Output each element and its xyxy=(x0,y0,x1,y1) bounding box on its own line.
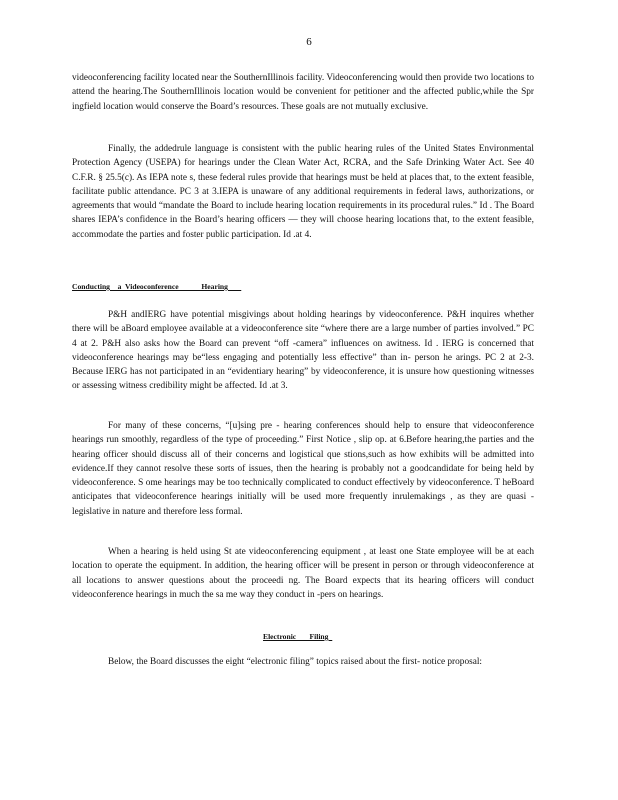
paragraph-usepa-rules: Finally, the addedrule language is consistent with the public hearing rules of the United States Environmental Protection Agency (USEPA) for hearings under the Clean Water Act, RCRA, and the Safe Drinking Water Act. See 40 C.F.R. § 25.5(c). As IEPA note s, these federal rules provide that hearings must be held at places that, to the extent feasible, facilitate public attendance. PC 3 at 3.IEPA is unaware of any additional requirements in federal laws, authorizations, or agreements that would “mandate the Board to include hearing location requirements in its procedural rules.” Id . The Board shares IEPA’s confidence in the Board’s hearing officers — they will choose hearing locations that, to the extent feasible, accommodate the parties and foster public participation. Id .at 4. xyxy=(72,144,534,240)
paragraph-videoconferencing-location: videoconferencing facility located near the SouthernIllinois facility. Videoconferencing would then provide two locations to attend the hearing.The SouthernIllinois location would be convenient for petitioner and the affected public,while the Spr ingfield location would conserve the Board’s resources. These goals are not mutually exclusive. xyxy=(72,73,534,112)
paragraph-electronic-filing-topics: Below, the Board discusses the eight “electronic filing” topics raised about the first- notice proposal: xyxy=(108,657,483,667)
paragraph-prehearing-conferences: For many of these concerns, “[u]sing pre - hearing conferences should help to ensure that videoconference hearings run smoothly, regardless of the type of proceeding.” First Notice , slip op. at 6.Before hearing,the parties and the hearing officer should discuss all of their concerns and logistical que stions,such as how exhibits will be admitted into evidence.If they cannot resolve these sorts of issues, then the hearing is probably not a goodcandidate for being held by videoconference. S ome hearings may be too technically complicated to conduct effectively by videoconference. T heBoard anticipates that videoconference hearings initially will be used more frequently inrulemakings , as they are quasi - legislative in nature and therefore less formal. xyxy=(72,421,534,517)
section-heading-conducting-videoconference-hearing: Conducting a Videoconference Hearing xyxy=(72,282,242,291)
page-number: 6 xyxy=(306,36,312,48)
paragraph-ph-ierg-misgivings: P&H andIERG have potential misgivings about holding hearings by videoconference. P&H inquires whether there will be aBoard employee available at a videoconference site “where there are a large number of parties involved.” PC 4 at 2. P&H also asks how the Board can prevent “off -camera” influences on awitness. Id . IERG is concerned that videoconference hearings may be“less engaging and potentially less effective” than in- person he arings. PC 2 at 2-3. Because IERG has not participated in an “evidentiary hearing” by videoconference, it is unsure how questioning witnesses or assessing witness credibility might be affected. Id .at 3. xyxy=(72,310,534,392)
paragraph-state-equipment: When a hearing is held using St ate videoconferencing equipment , at least one State employee will be at each location to operate the equipment. In addition, the hearing officer will be present in person or through videoconference at all locations to answer questions about the proceedi ng. The Board expects that its hearing officers will conduct videoconference hearings in much the sa me way they conduct in -pers on hearings. xyxy=(72,547,534,600)
section-heading-electronic-filing: Electronic Filing xyxy=(263,632,333,641)
